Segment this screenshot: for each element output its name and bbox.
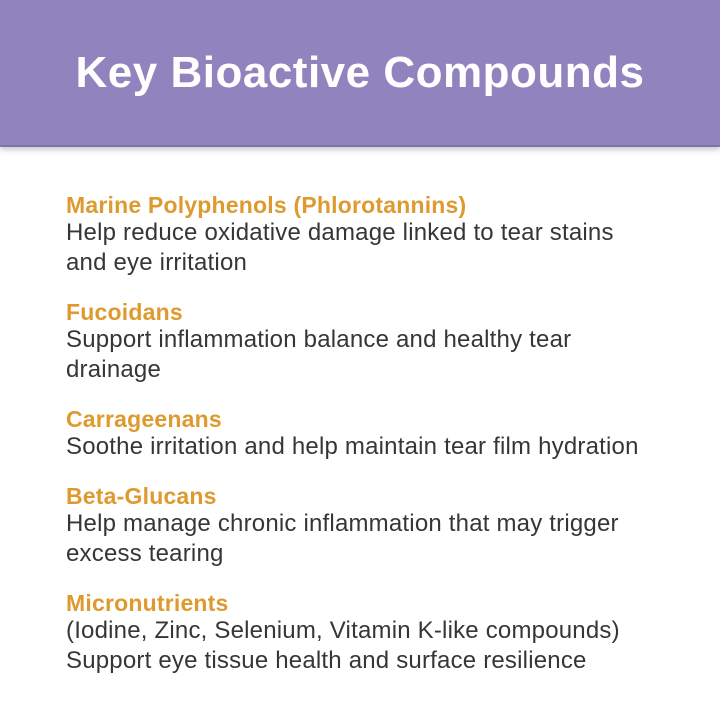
section-heading: Marine Polyphenols (Phlorotannins) (66, 192, 467, 218)
section-heading: Fucoidans (66, 299, 183, 325)
section-body-line: (Iodine, Zinc, Selenium, Vitamin K-like compounds) (66, 617, 620, 644)
page-title: Key Bioactive Compounds (75, 47, 645, 97)
section-body-line: drainage (66, 356, 162, 383)
section-body-line: and eye irritation (66, 249, 248, 276)
section-heading: Micronutrients (66, 590, 229, 616)
section-body-line: Support eye tissue health and surface resilience (66, 647, 587, 674)
section-micronutrients (66, 590, 680, 676)
section-body-line: Soothe irritation and help maintain tear film hydration (66, 433, 639, 460)
section-body-line: Help manage chronic inflammation that may trigger (66, 510, 619, 537)
section-body-line: Support inflammation balance and healthy tear (66, 326, 572, 353)
section-fucoidans (66, 299, 680, 385)
section-beta-glucans (66, 483, 680, 569)
section-marine-polyphenols (66, 192, 680, 278)
section-body-line: Help reduce oxidative damage linked to tear stains (66, 219, 614, 246)
compound-list (0, 147, 720, 697)
section-body-line: excess tearing (66, 540, 224, 567)
header-banner (0, 0, 720, 147)
section-heading: Beta-Glucans (66, 483, 217, 509)
section-carrageenans (66, 406, 680, 462)
section-heading: Carrageenans (66, 406, 222, 432)
